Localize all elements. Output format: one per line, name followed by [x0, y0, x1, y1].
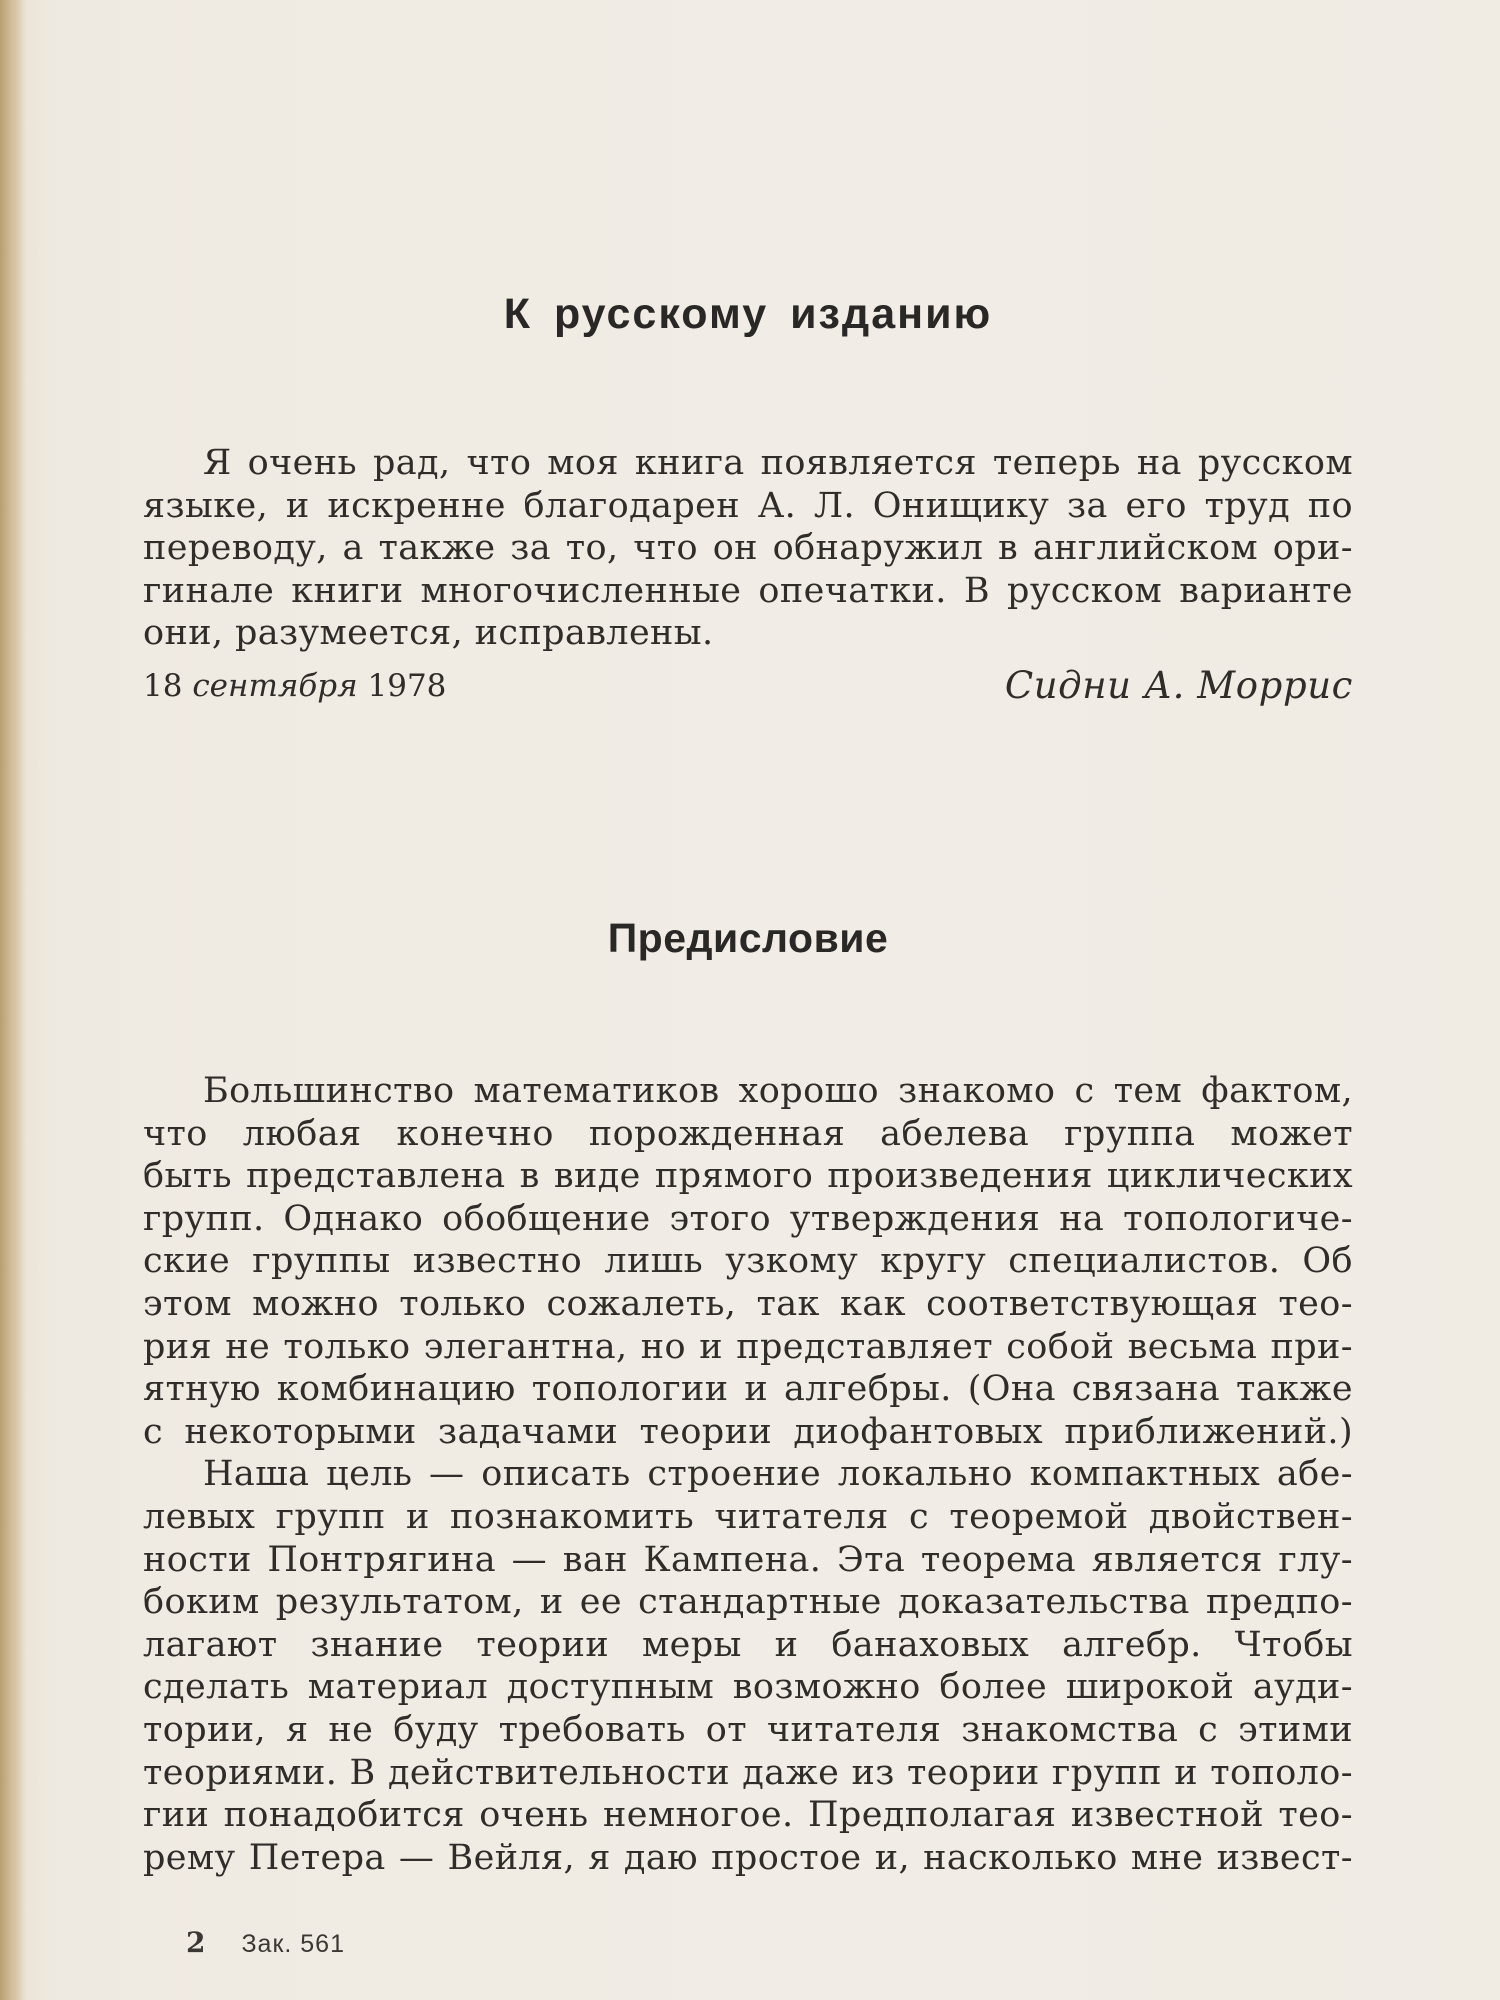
text-line: что любая конечно порожденная абелева группа может	[143, 1113, 1353, 1154]
page-footer	[186, 1926, 345, 1959]
text-line: рия не только элегантна, но и представляет собой весьма при-	[143, 1326, 1353, 1367]
text-line: быть представлена в виде прямого произведения циклических	[143, 1156, 1353, 1197]
signature-row	[143, 664, 1353, 714]
page-number: 2	[186, 1926, 206, 1959]
text-line: языке, и искренне благодарен А. Л. Онищику за его труд по	[143, 485, 1353, 526]
date-month: сентября	[192, 668, 358, 704]
text-line: рему Петера — Вейля, я даю простое и, насколько мне извест-	[143, 1837, 1353, 1878]
russian-edition-paragraph	[143, 442, 1353, 655]
text-line: боким результатом, и ее стандартные доказательства предпо-	[143, 1582, 1353, 1623]
text-line: гинале книги многочисленные опечатки. В русском варианте	[143, 570, 1353, 611]
text-line: ятную комбинацию топологии и алгебры. (Она связана также	[143, 1369, 1353, 1410]
text-line: переводу, а также за то, что он обнаружил в английском ори-	[143, 528, 1353, 569]
text-line: с некоторыми задачами теории диофантовых приближений.)	[143, 1411, 1353, 1452]
text-line: ности Понтрягина — ван Кампена. Эта теорема является глу-	[143, 1539, 1353, 1580]
text-line: сделать материал доступным возможно более широкой ауди-	[143, 1667, 1353, 1708]
text-line: групп. Однако обобщение этого утверждения на топологиче-	[143, 1198, 1353, 1239]
section-title-russian-edition: К русскому изданию	[503, 290, 993, 338]
text-line: этом можно только сожалеть, так как соответствующая тео-	[143, 1283, 1353, 1324]
text-line: левых групп и познакомить читателя с теоремой двойствен-	[143, 1496, 1353, 1537]
text-line: тории, я не буду требовать от читателя знакомства с этими	[143, 1709, 1353, 1750]
signature-author: Сидни А. Моррис	[1004, 664, 1353, 707]
page-spine-shadow	[0, 0, 26, 2000]
date-day: 18	[143, 668, 183, 704]
text-line: они, разумеется, исправлены.	[143, 613, 714, 654]
text-line: лагают знание теории меры и банаховых алгебр. Чтобы	[143, 1624, 1353, 1665]
section-title-preface: Предисловие	[607, 915, 889, 961]
text-line: Я очень рад, что моя книга появляется теперь на русском	[203, 443, 1353, 483]
text-line: гии понадобится очень немногое. Предполагая известной тео-	[143, 1795, 1353, 1836]
text-line: Наша цель — описать строение локально компактных абе-	[203, 1454, 1353, 1495]
preface-paragraph	[143, 1070, 1353, 1879]
signature-date	[143, 668, 446, 704]
text-line: Большинство математиков хорошо знакомо с тем фактом,	[203, 1071, 1353, 1111]
date-year: 1978	[367, 668, 447, 704]
print-order-number: Зак. 561	[241, 1930, 345, 1958]
text-line: ские группы известно лишь узкому кругу специалистов. Об	[143, 1241, 1353, 1282]
text-line: теориями. В действительности даже из теории групп и тополо-	[143, 1752, 1353, 1793]
